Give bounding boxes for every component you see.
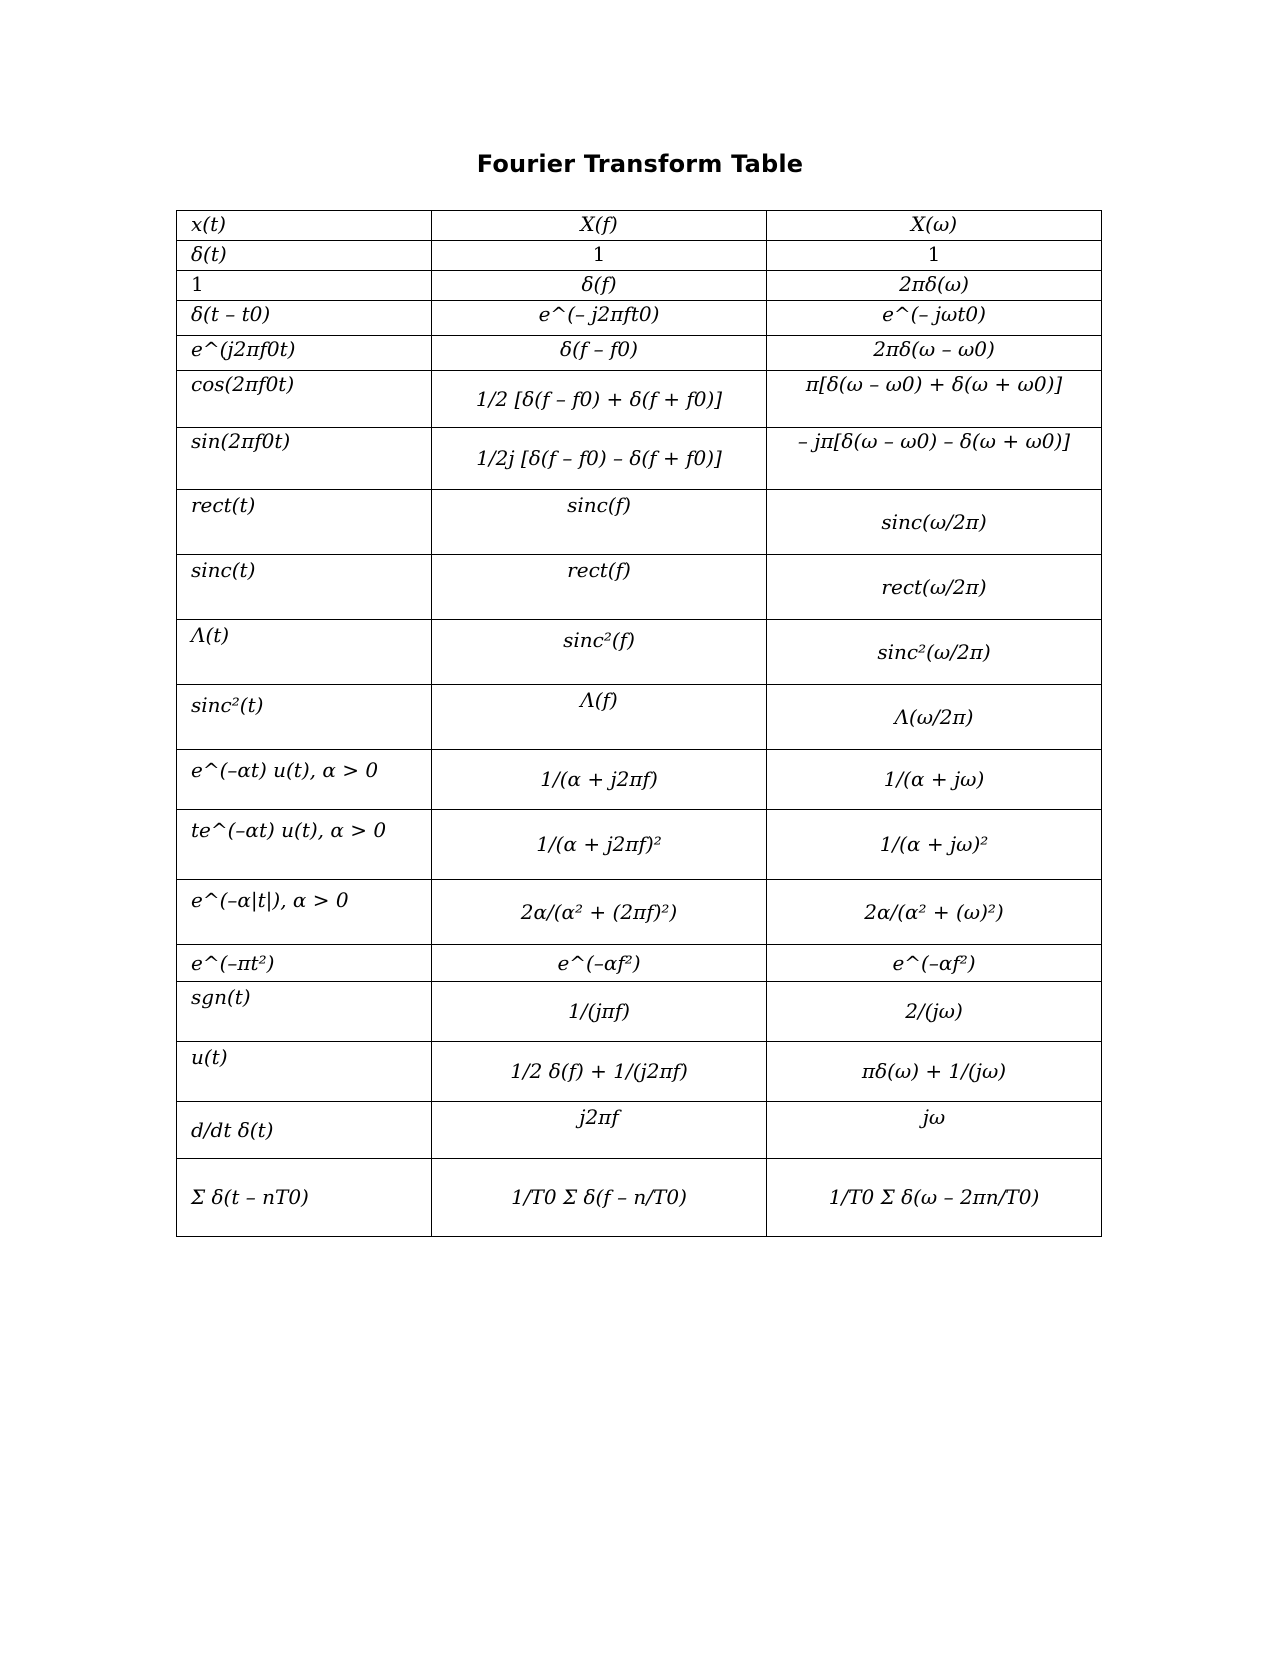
cell-xf — [432, 810, 767, 880]
cell-xf-text: sinc²(f) — [563, 628, 635, 652]
cell-xf-text: δ(f) — [581, 272, 617, 296]
cell-xw — [767, 301, 1102, 336]
cell-x — [177, 1159, 432, 1237]
header-freq-f-label: X(f) — [580, 212, 618, 236]
cell-xw-text: – jπ[δ(ω – ω0) – δ(ω + ω0)] — [797, 429, 1071, 453]
cell-xw-text: 1/(α + jω) — [883, 767, 985, 791]
cell-xf — [432, 945, 767, 982]
table-row — [177, 271, 1102, 301]
table-row — [177, 750, 1102, 810]
cell-xw-text: sinc(ω/2π) — [881, 509, 987, 534]
table-row — [177, 685, 1102, 750]
cell-x-text: d/dt δ(t) — [191, 1117, 274, 1142]
cell-xw-text: Λ(ω/2π) — [894, 704, 974, 729]
cell-xw — [767, 271, 1102, 301]
cell-x — [177, 336, 432, 371]
header-time — [177, 211, 432, 241]
cell-x-text: e^(j2πf0t) — [191, 337, 296, 361]
cell-x — [177, 982, 432, 1042]
cell-xw-text: 2πδ(ω – ω0) — [873, 337, 995, 361]
cell-x-text: sgn(t) — [191, 985, 251, 1009]
page-title: Fourier Transform Table — [476, 150, 804, 178]
cell-xf — [432, 620, 767, 685]
cell-xw-text: 1 — [927, 242, 941, 266]
cell-xf-text: e^(– j2πft0) — [538, 302, 660, 326]
cell-xf — [432, 880, 767, 945]
cell-x-text: sinc(t) — [191, 558, 256, 582]
cell-xw — [767, 371, 1102, 428]
cell-xw-text: 1/(α + jω)² — [879, 832, 989, 856]
cell-x-text: e^(–αt) u(t), α > 0 — [191, 758, 379, 782]
cell-xf — [432, 1159, 767, 1237]
table-row — [177, 620, 1102, 685]
cell-xw — [767, 490, 1102, 555]
cell-xf-text: 1/2j [δ(f – f0) – δ(f + f0)] — [476, 446, 722, 470]
cell-xf-text: 1/2 δ(f) + 1/(j2πf) — [510, 1059, 688, 1083]
table-header-row — [177, 211, 1102, 241]
cell-xf-text: j2πf — [579, 1105, 619, 1129]
cell-x — [177, 620, 432, 685]
cell-xf — [432, 1102, 767, 1159]
cell-x-text: u(t) — [191, 1045, 228, 1069]
cell-xf-text: 1/T0 Σ δ(f – n/T0) — [511, 1185, 687, 1209]
cell-xw-text: πδ(ω) + 1/(jω) — [861, 1059, 1007, 1083]
table-row — [177, 1102, 1102, 1159]
cell-x-text: δ(t – t0) — [191, 302, 271, 326]
cell-xf-text: rect(f) — [567, 558, 631, 582]
cell-xf — [432, 336, 767, 371]
cell-xf-text: 2α/(α² + (2πf)²) — [520, 899, 678, 924]
cell-xf-text: 1 — [592, 242, 606, 266]
cell-xf-text: 1/2 [δ(f – f0) + δ(f + f0)] — [475, 386, 723, 411]
cell-x-text: δ(t) — [191, 242, 227, 266]
cell-xw-text: π[δ(ω – ω0) + δ(ω + ω0)] — [805, 372, 1063, 396]
cell-xw — [767, 750, 1102, 810]
cell-xw — [767, 1159, 1102, 1237]
table-row — [177, 371, 1102, 428]
cell-x-text: sinc²(t) — [191, 693, 264, 717]
table-row — [177, 490, 1102, 555]
fourier-transform-table — [176, 210, 1102, 1237]
cell-xw — [767, 685, 1102, 750]
table-row — [177, 301, 1102, 336]
cell-xf — [432, 750, 767, 810]
cell-xw-text: 2α/(α² + (ω)²) — [864, 899, 1004, 924]
cell-xf-text: sinc(f) — [567, 493, 631, 517]
cell-x-text: e^(–πt²) — [191, 950, 275, 975]
cell-xw — [767, 880, 1102, 945]
cell-x — [177, 750, 432, 810]
cell-xf — [432, 271, 767, 301]
cell-xw — [767, 555, 1102, 620]
cell-x — [177, 945, 432, 982]
table-row — [177, 982, 1102, 1042]
header-time-label: x(t) — [191, 212, 226, 236]
cell-x — [177, 810, 432, 880]
cell-xf — [432, 428, 767, 490]
cell-xf-text: 1/(α + j2πf)² — [536, 832, 662, 856]
cell-x — [177, 490, 432, 555]
cell-xw-text: 2/(jω) — [905, 999, 963, 1023]
cell-x-text: cos(2πf0t) — [191, 372, 295, 396]
cell-x — [177, 1102, 432, 1159]
header-freq-f — [432, 211, 767, 241]
cell-x — [177, 271, 432, 301]
cell-x — [177, 428, 432, 490]
cell-xw — [767, 810, 1102, 880]
table-row — [177, 336, 1102, 371]
header-freq-w — [767, 211, 1102, 241]
cell-xf-text: e^(–αf²) — [557, 950, 641, 975]
cell-x-text: sin(2πf0t) — [191, 429, 291, 453]
cell-x — [177, 1042, 432, 1102]
cell-xf — [432, 241, 767, 271]
cell-xf — [432, 685, 767, 750]
cell-xf-text: 1/(α + j2πf) — [540, 767, 658, 791]
table-row — [177, 810, 1102, 880]
cell-x — [177, 685, 432, 750]
table-row — [177, 555, 1102, 620]
table-row — [177, 1042, 1102, 1102]
table-row — [177, 1159, 1102, 1237]
header-freq-w-label: X(ω) — [910, 212, 958, 236]
cell-xw-text: e^(– jωt0) — [882, 302, 986, 326]
cell-xf — [432, 555, 767, 620]
table-row — [177, 945, 1102, 982]
cell-xw — [767, 336, 1102, 371]
cell-xf — [432, 982, 767, 1042]
cell-xw — [767, 241, 1102, 271]
cell-x — [177, 241, 432, 271]
cell-xw — [767, 620, 1102, 685]
cell-x-text: Σ δ(t – nT0) — [191, 1185, 309, 1209]
cell-xf — [432, 371, 767, 428]
cell-xw-text: sinc²(ω/2π) — [877, 639, 991, 664]
cell-x — [177, 371, 432, 428]
cell-xw — [767, 1042, 1102, 1102]
table-row — [177, 241, 1102, 271]
cell-xw-text: 1/T0 Σ δ(ω – 2πn/T0) — [828, 1185, 1040, 1209]
cell-xw-text: 2πδ(ω) — [899, 272, 969, 296]
cell-x-text: e^(–α|t|), α > 0 — [191, 888, 349, 912]
cell-xf — [432, 1042, 767, 1102]
cell-x-text: te^(–αt) u(t), α > 0 — [191, 818, 387, 842]
cell-xw — [767, 1102, 1102, 1159]
cell-xf-text: 1/(jπf) — [568, 999, 630, 1023]
cell-x — [177, 880, 432, 945]
cell-xf-text: Λ(f) — [580, 688, 618, 712]
cell-xf-text: δ(f – f0) — [560, 337, 638, 361]
cell-xw-text: jω — [922, 1105, 946, 1129]
cell-x — [177, 555, 432, 620]
cell-xw-text: rect(ω/2π) — [881, 574, 987, 599]
cell-x — [177, 301, 432, 336]
cell-xw — [767, 945, 1102, 982]
table-row — [177, 428, 1102, 490]
cell-x-text: Λ(t) — [191, 623, 230, 647]
cell-xw-text: e^(–αf²) — [892, 950, 976, 975]
cell-xf — [432, 490, 767, 555]
cell-xf — [432, 301, 767, 336]
cell-x-text: rect(t) — [191, 493, 256, 517]
cell-x-text: 1 — [191, 272, 204, 296]
cell-xw — [767, 982, 1102, 1042]
table-row — [177, 880, 1102, 945]
cell-xw — [767, 428, 1102, 490]
